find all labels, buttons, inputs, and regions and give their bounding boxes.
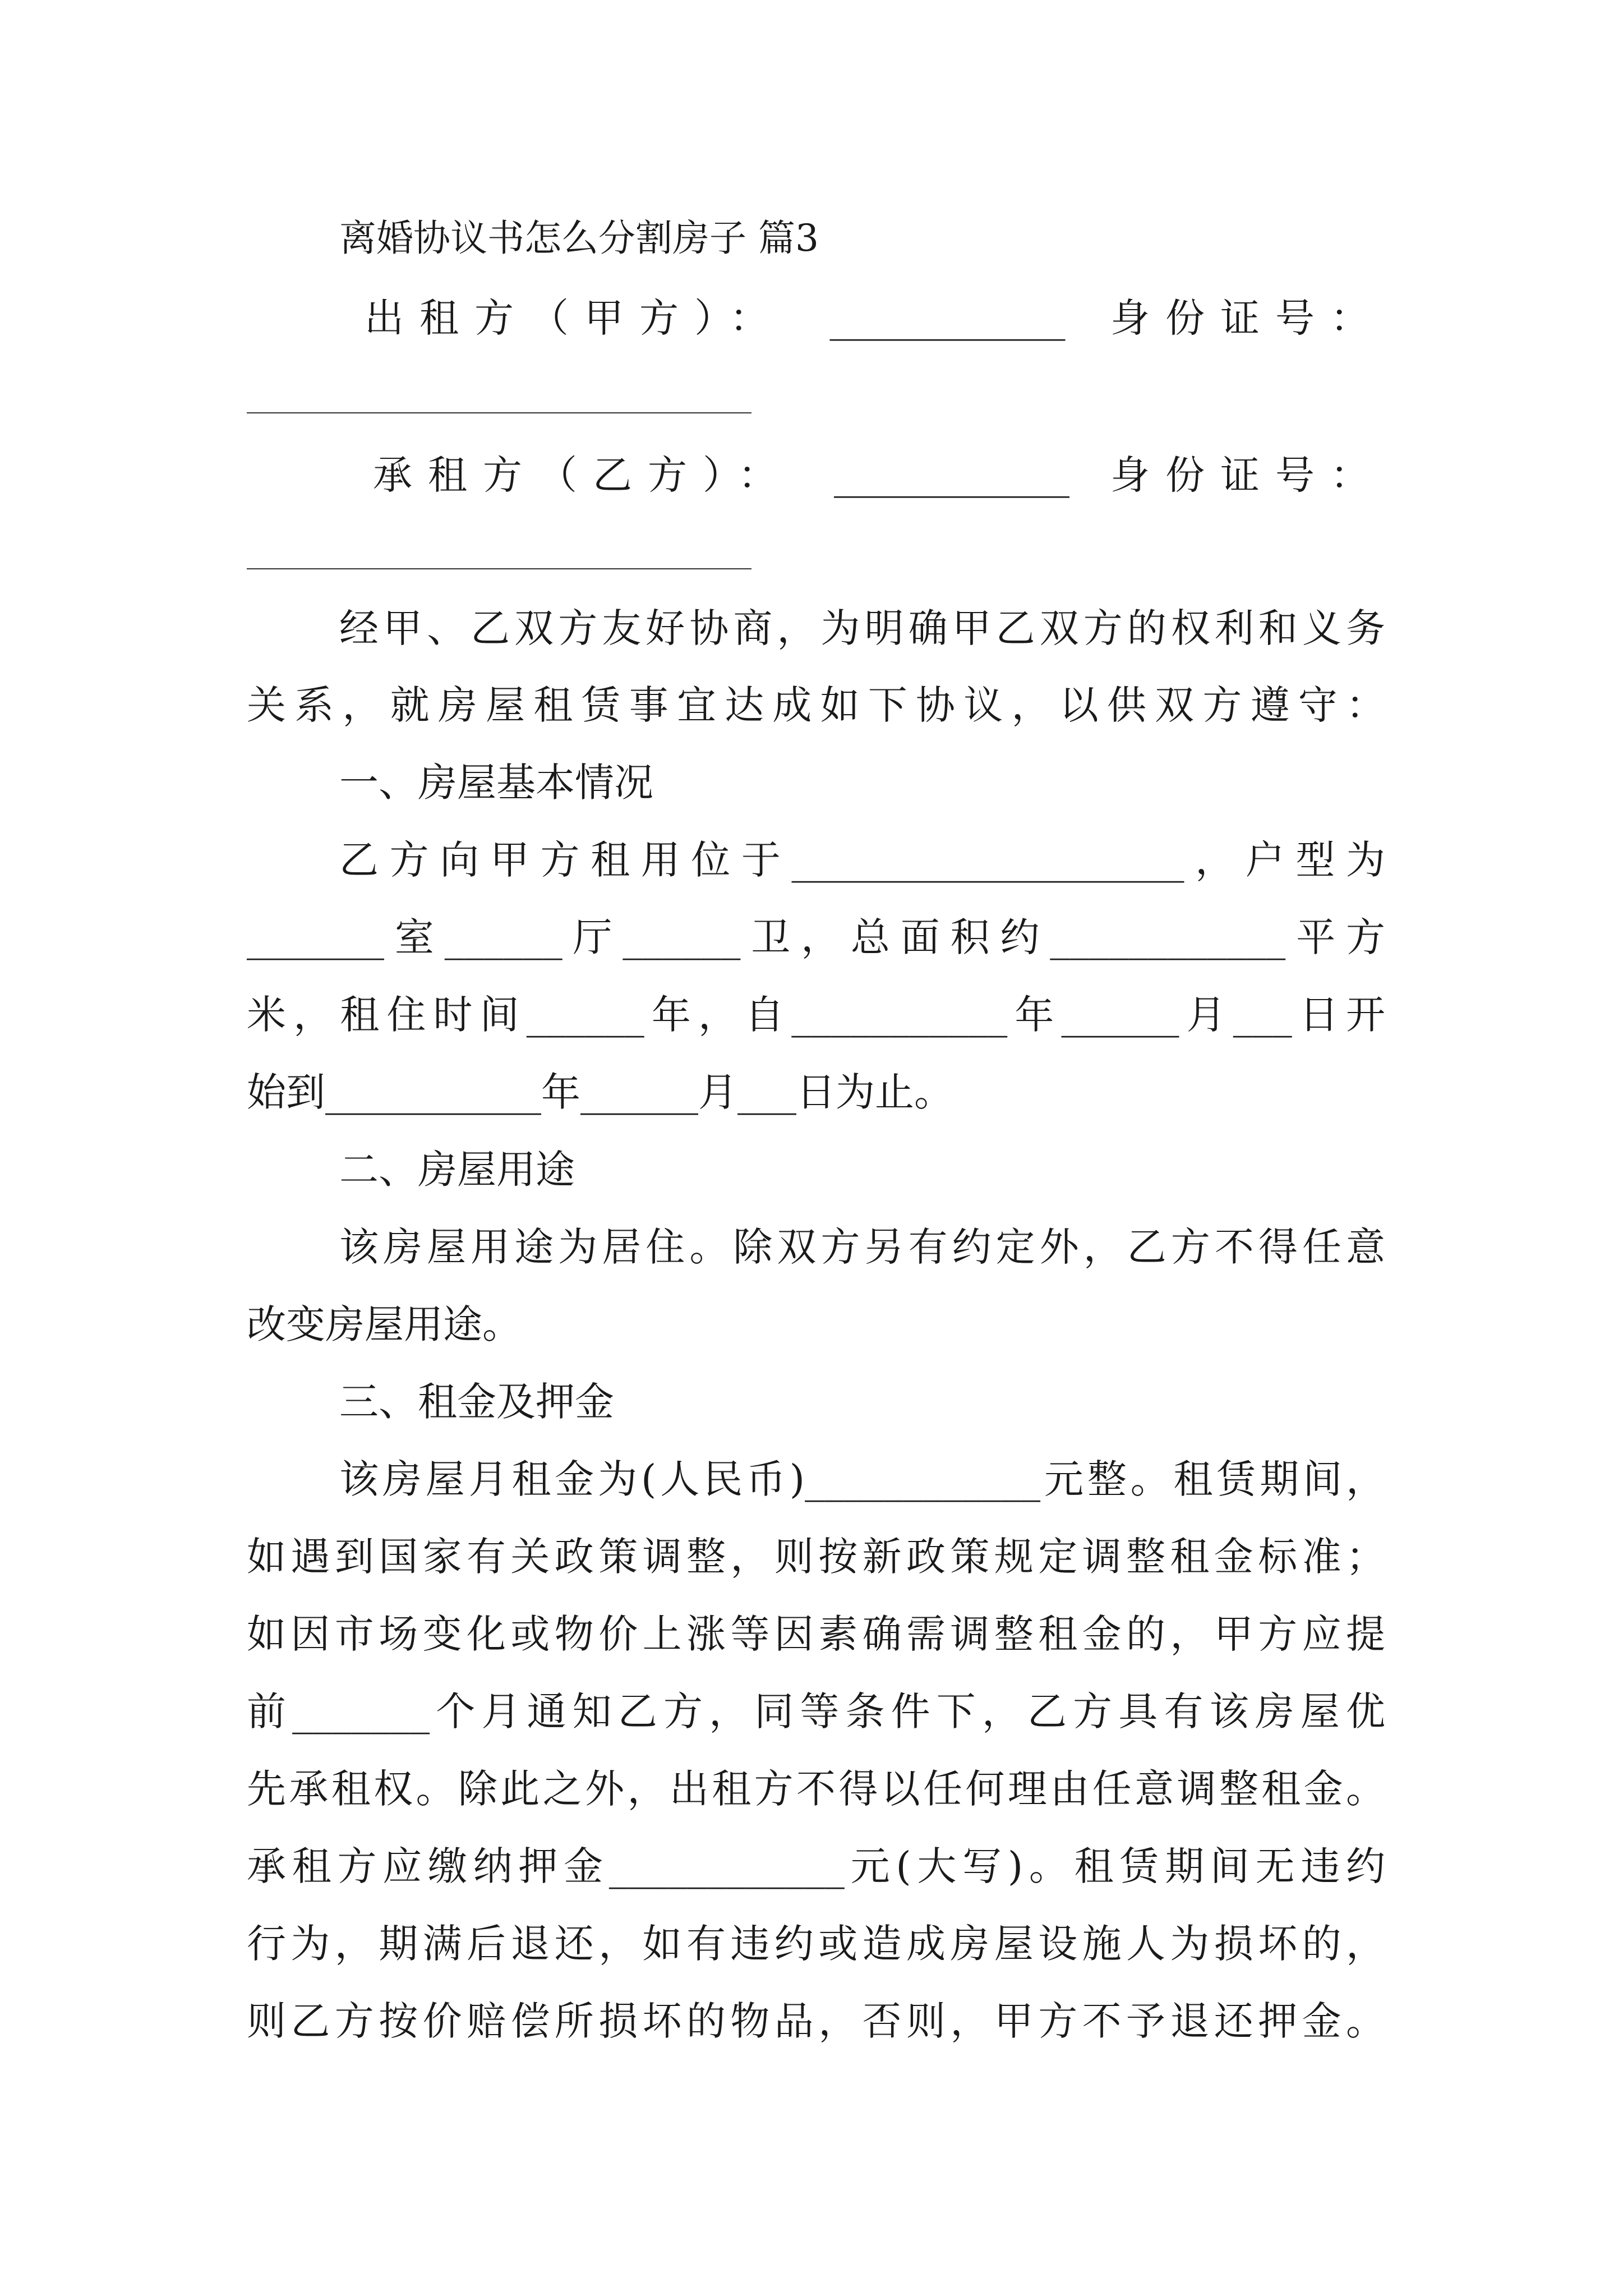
party-a-label: 出租方（甲方）： bbox=[365, 295, 785, 341]
section-heading: 三、租金及押金 bbox=[339, 1379, 614, 1425]
party-b-id-label: 身份证号： bbox=[1110, 452, 1385, 498]
body-line: 经甲、乙双方友好协商，为明确甲乙双方的权利和义务 bbox=[339, 605, 1385, 651]
body-line: _______室______厅______卫，总面积约____________平方 bbox=[247, 914, 1385, 960]
section-heading: 一、房屋基本情况 bbox=[339, 760, 653, 806]
party-b-label: 承租方（乙方）： bbox=[373, 452, 793, 498]
body-line: 始到___________年______月___日为止。 bbox=[247, 1069, 953, 1115]
body-line: 承租方应缴纳押金____________元(大写)。租赁期间无违约 bbox=[247, 1843, 1385, 1889]
body-line: 米，租住时间______年，自___________年______月___日开 bbox=[247, 992, 1385, 1038]
body-line: 如遇到国家有关政策调整，则按新政策规定调整租金标准； bbox=[247, 1534, 1385, 1580]
body-line: 改变房屋用途。 bbox=[247, 1301, 522, 1347]
party-a-name-blank: ____________ bbox=[829, 295, 1066, 341]
party-b-line bbox=[373, 452, 1385, 498]
body-line: 如因市场变化或物价上涨等因素确需调整租金的，甲方应提 bbox=[247, 1611, 1385, 1657]
body-line: 前_______个月通知乙方，同等条件下，乙方具有该房屋优 bbox=[247, 1688, 1385, 1734]
party-a-line bbox=[365, 295, 1385, 341]
party-b-id-blank bbox=[247, 568, 751, 569]
document-title: 离婚协议书怎么分割房子 篇3 bbox=[339, 217, 819, 260]
section-heading: 二、房屋用途 bbox=[339, 1147, 575, 1193]
body-line: 乙方向甲方租用位于____________________，户型为 bbox=[339, 837, 1385, 883]
party-a-id-blank bbox=[247, 412, 751, 413]
body-line: 该房屋月租金为(人民币)____________元整。租赁期间， bbox=[339, 1456, 1385, 1502]
party-b-name-blank: ____________ bbox=[834, 452, 1069, 498]
body-line: 该房屋用途为居住。除双方另有约定外，乙方不得任意 bbox=[339, 1224, 1385, 1270]
body-line: 则乙方按价赔偿所损坏的物品，否则，甲方不予退还押金。 bbox=[247, 1998, 1385, 2044]
body-line: 关系，就房屋租赁事宜达成如下协议，以供双方遵守： bbox=[247, 682, 1385, 728]
body-line: 行为，期满后退还，如有违约或造成房屋设施人为损坏的， bbox=[247, 1921, 1385, 1967]
party-a-id-label: 身份证号： bbox=[1110, 295, 1385, 341]
body-line: 先承租权。除此之外，出租方不得以任何理由任意调整租金。 bbox=[247, 1766, 1385, 1812]
